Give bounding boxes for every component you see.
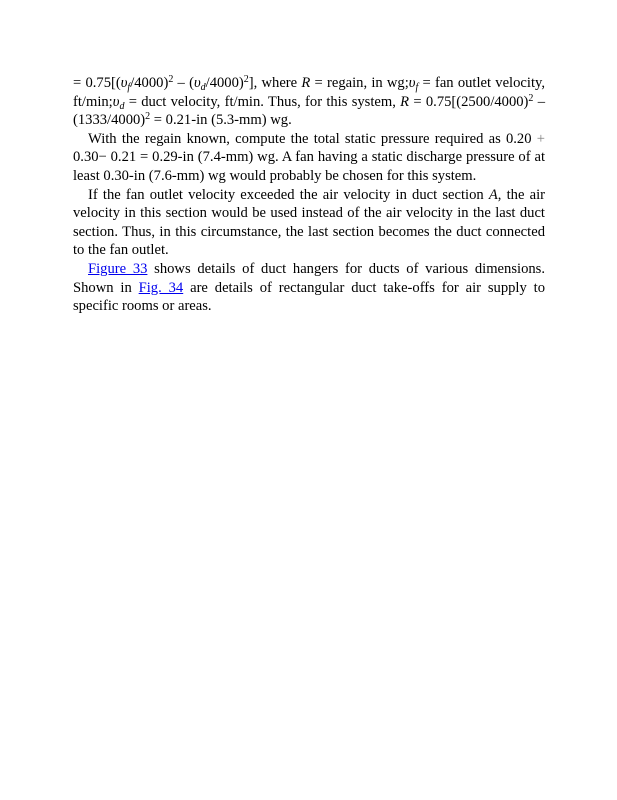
text-run: = 0.75[(2500/4000) bbox=[409, 93, 529, 110]
paragraph-fan-outlet-velocity bbox=[73, 186, 545, 260]
text-run: – ( bbox=[173, 75, 194, 91]
text-run: /4000) bbox=[205, 75, 244, 91]
paragraph-static-pressure bbox=[73, 130, 545, 186]
subscript-d: d bbox=[200, 82, 206, 93]
symbol-upsilon: υ bbox=[408, 75, 416, 91]
text-run: – (1333/4000) bbox=[73, 93, 545, 129]
text-run: = 0.21-in (5.3-mm) wg. bbox=[150, 112, 292, 129]
symbol-upsilon: υ bbox=[120, 75, 128, 91]
plus-sign: + bbox=[536, 130, 545, 147]
text-run: /4000) bbox=[130, 75, 169, 91]
text-run: = regain, in wg; bbox=[310, 75, 409, 91]
text-run: are details of rectangular duct take-offs for air supply to specific rooms or areas. bbox=[73, 279, 545, 315]
text-run: = duct velocity, ft/min. Thus, for this system, bbox=[124, 93, 401, 110]
superscript-2: 2 bbox=[528, 92, 534, 104]
figure-34-link[interactable]: Fig. 34 bbox=[138, 279, 184, 296]
symbol-upsilon: υ bbox=[193, 75, 201, 91]
superscript-2: 2 bbox=[145, 111, 151, 123]
symbol-A: A bbox=[488, 186, 498, 203]
subscript-d: d bbox=[119, 100, 125, 112]
subscript-f: f bbox=[127, 82, 131, 93]
text-run: = 0.75[( bbox=[73, 75, 121, 91]
symbol-R: R bbox=[301, 75, 311, 91]
text-run: shows details of duct hangers for ducts of various dimensions. Shown in bbox=[73, 260, 545, 296]
superscript-2: 2 bbox=[243, 74, 249, 85]
text-run: With the regain known, compute the total static pressure required as 0.20 bbox=[88, 130, 537, 147]
subscript-f: f bbox=[415, 82, 419, 93]
text-run: , the air velocity in this section would be used instead of the air velocity in the last duct section. Thus, in this circumstance, the last section becomes the duct connected to the fan outlet. bbox=[73, 186, 546, 259]
text-run: = fan outlet velocity, ft/min; bbox=[73, 75, 545, 110]
text-run: If the fan outlet velocity exceeded the air velocity in duct section bbox=[88, 186, 489, 203]
text-run: 0.30− 0.21 = 0.29-in (7.4-mm) wg. A fan having a static discharge pressure of at least 0.30-in (7.6-mm) wg would probably be chosen for this system. bbox=[73, 149, 545, 184]
symbol-upsilon: υ bbox=[112, 93, 120, 110]
paragraph-duct-details bbox=[73, 260, 545, 316]
symbol-R: R bbox=[400, 93, 410, 110]
figure-33-link[interactable]: Figure 33 bbox=[88, 260, 148, 277]
text-run: ], where bbox=[248, 75, 302, 91]
paragraph-regain-formula bbox=[73, 74, 545, 130]
document-body bbox=[73, 74, 545, 316]
superscript-2: 2 bbox=[168, 74, 174, 85]
